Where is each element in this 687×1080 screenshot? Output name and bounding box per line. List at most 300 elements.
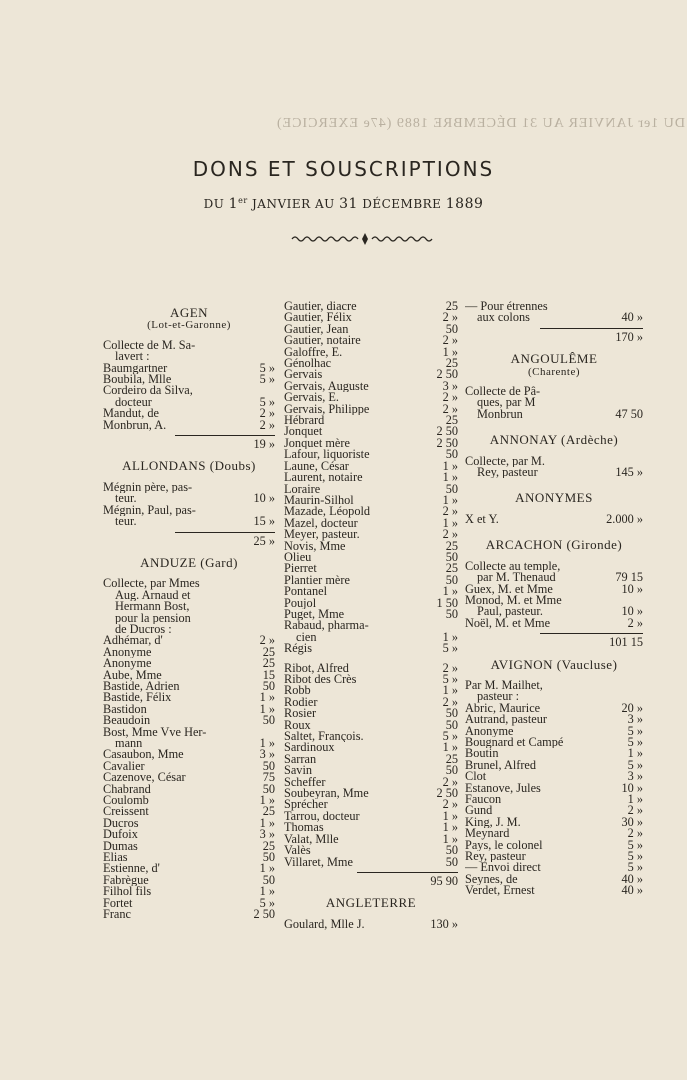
donation-row [103,886,275,897]
donor-name: Aug. Arnaud et [115,589,191,602]
donation-row [103,590,275,601]
donor-name: Scheffer [284,776,326,789]
donor-name: Pontanel [284,586,328,598]
donation-row [465,723,643,738]
date-range: DU 1er JANVIER AU 31 DÉCEMBRE 1889 [203,196,484,212]
donor-name: aux colons [477,312,530,324]
donor-name: Filhol fils [103,886,152,898]
donation-row [284,458,458,473]
donor-name: Fortet [103,897,133,910]
donation-row [284,344,458,359]
donor-name: Savin [284,765,313,777]
donation-amount: 5 » [442,729,458,744]
donation-row [103,658,275,669]
donation-amount: 1 » [627,792,643,806]
donation-amount: 1 » [259,793,275,808]
donation-row [284,378,458,393]
donor-name: Saltet, François. [284,731,364,743]
donation-row [465,301,643,312]
donation-row [284,506,458,517]
section-heading: AGEN [169,305,209,320]
donation-row [465,837,643,852]
donation-amount: 2 » [442,660,458,675]
donation-row [103,644,275,659]
donation-amount: 2 » [442,694,458,709]
donor-name: Génolhac [284,358,332,370]
donation-row [103,749,275,760]
donation-amount [247,340,275,351]
donor-name: Monbrun [477,408,523,421]
section-total: 95 90 [430,873,458,888]
donor-name: Mégnin, Paul, pas- [103,504,196,517]
donor-name: — Envoi direct [465,862,541,874]
donation-amount: 1 » [442,808,458,823]
donor-name: Sprécher [284,799,328,811]
donor-name: Villaret, Mme [284,856,353,868]
donation-amount: 3 » [259,827,275,842]
donation-row [284,854,458,869]
donation-amount: 10 » [621,604,643,619]
donation-row [103,613,275,624]
donor-name: Paul, pasteur. [477,606,543,618]
donor-name: pour la pension [115,612,191,624]
donor-name: Maurin-Silhol [284,494,354,507]
donation-row [284,563,458,574]
donation-amount: 2 » [442,504,458,519]
donor-name: Anonyme [465,725,514,737]
donation-amount: 20 » [621,700,643,715]
donation-amount [247,578,275,589]
donor-name: Brunel, Alfred [465,759,537,772]
column-2 [284,301,458,930]
donation-amount: 2 » [627,826,643,841]
donor-name: Goulard, Mlle J. [284,918,365,931]
donation-amount: 1 » [442,584,458,599]
spacer [465,478,643,486]
donor-name: Bost, Mme Vve Her- [103,726,207,738]
donor-name: Mégnin père, pas- [103,481,193,494]
donation-amount: 2 » [259,406,275,421]
section-total: 170 » [615,329,643,344]
donation-amount: 50 [445,549,458,564]
total-rule [357,872,458,873]
donation-amount: 1 » [259,701,275,716]
donor-name: Mazade, Léopold [284,506,371,518]
donation-row [284,708,458,719]
donor-name: Faucon [465,794,502,806]
donation-row [465,885,643,896]
donation-row [103,895,275,910]
donation-amount: 25 [262,656,275,671]
section-total: 19 » [253,437,275,452]
donation-row [284,822,458,833]
donation-row [103,738,275,749]
donor-name: Fabrègue [103,874,149,887]
donation-row [103,758,275,773]
donation-amount: 145 » [615,465,643,480]
donation-amount: 1 » [259,690,275,705]
section-total: 101 15 [609,635,643,650]
donation-amount: 2 » [627,803,643,818]
donation-amount: 2 » [442,797,458,812]
donation-row [465,581,643,596]
donation-amount: 2 » [259,417,275,432]
donation-amount: 50 [445,572,458,587]
donation-amount: 1 » [442,492,458,507]
donation-row [103,863,275,874]
column-3 [465,301,643,897]
donation-row [465,606,643,617]
total-rule [175,435,275,436]
donation-row [465,595,643,606]
donation-row [465,572,643,583]
donation-amount: 1 » [627,746,643,761]
donation-row [284,629,458,644]
donation-row [284,335,458,346]
donation-row [103,578,275,589]
donation-row [284,369,458,380]
spacer [103,570,275,578]
donation-row [103,482,275,493]
donation-amount: 40 » [621,871,643,886]
donation-amount: 47 50 [615,406,643,421]
donation-row [103,678,275,693]
donor-name: Tarrou, docteur [284,810,360,823]
ornament-divider-icon [290,232,440,246]
donor-name: Jonquet mère [284,437,350,450]
donation-row [465,862,643,873]
donor-name: Bougnard et Campé [465,736,564,749]
donation-amount: 10 » [621,581,643,596]
donor-name: Bastide, Félix [103,692,172,704]
donor-name: Monbrun, A. [103,419,167,432]
donation-row [284,845,458,856]
donor-name: Franc [103,909,131,921]
donation-amount [615,386,643,397]
donor-name: Lafour, liquoriste [284,449,370,461]
donation-row [103,624,275,635]
donation-row [284,717,458,732]
donation-row [284,808,458,823]
donor-name: Ribot, Alfred [284,662,349,674]
section-heading: ANONYMES [515,490,593,506]
donor-name: Loraire [284,483,321,495]
donation-row [103,806,275,817]
donation-row [284,415,458,426]
section-total: 25 » [253,533,275,548]
donation-row [284,643,458,654]
donation-amount: 2 » [259,633,275,648]
donation-amount: 25 [445,299,458,313]
donation-amount: 25 [262,838,275,853]
donation-amount: 50 [262,872,275,887]
donor-name: Seynes, de [465,873,518,886]
donation-amount: 40 » [621,310,643,325]
donation-row [465,748,643,759]
donation-amount: 2 » [442,390,458,405]
donor-name: Sarran [284,753,317,766]
donor-name: Gervais, Philippe [284,403,370,416]
donation-amount: 50 [445,717,458,732]
donation-row [284,392,458,403]
donor-name: Anonyme [103,646,152,659]
donor-name: Gautier, Félix [284,312,352,324]
donor-name: Ribot des Crès [284,674,357,686]
donation-row [284,660,458,675]
donation-amount: 3 » [259,747,275,762]
donation-amount: 50 [262,850,275,865]
donor-name: Mandut, de [103,408,160,420]
donor-name: Puget, Mme [284,608,345,621]
donation-amount: 5 » [627,849,643,864]
donation-amount: 50 [445,447,458,462]
donation-row [465,467,643,478]
donation-row [103,838,275,853]
donation-amount: 2 » [442,774,458,789]
donation-amount: 15 [262,667,275,682]
donation-row [284,765,458,776]
donation-row [103,340,275,351]
donor-name: Creissent [103,806,149,818]
donor-name: Gervais [284,369,323,381]
donation-amount: 50 [445,843,458,858]
donation-amount: 30 » [621,814,643,829]
donor-name: Novis, Mme [284,540,346,552]
donation-amount: 2 50 [436,424,458,439]
donor-name: Beaudoin [103,715,151,727]
donation-amount: 1 » [259,815,275,830]
donation-amount: 25 [445,561,458,576]
donation-row [284,586,458,597]
donation-row [103,385,275,396]
donor-name: Estanove, Jules [465,782,541,794]
donor-name: Monod, M. et Mme [465,594,562,607]
donor-name: Verdet, Ernest [465,885,535,897]
donor-name: Collecte de M. Sa- [103,339,196,352]
donor-name: Hermann Bost, [115,601,190,613]
donor-name: Rey, pasteur [477,467,538,479]
donor-name: Galoffre, E. [284,346,343,359]
donation-row [103,715,275,726]
donation-amount: 1 » [259,884,275,899]
donation-row [465,680,643,691]
donation-amount: 1 » [442,820,458,835]
donation-amount: 25 [445,538,458,553]
donation-amount: 5 » [627,723,643,738]
donation-amount: 5 » [627,837,643,852]
donation-row [465,406,643,421]
donor-name: Olieu [284,551,312,564]
donor-name: Aube, Mme [103,669,162,681]
donation-amount: 5 » [627,860,643,875]
donation-row [284,606,458,621]
donation-row [284,831,458,846]
section-heading: ANDUZE (Gard) [140,554,238,570]
donation-amount: 2.000 » [606,511,643,526]
donor-name: Cordeiro da Silva, [103,385,193,397]
donation-row [465,814,643,829]
donor-name: Boutin [465,748,499,760]
donor-name: Dufoix [103,829,138,841]
donor-name: Rodier [284,696,318,709]
donation-row [284,799,458,810]
donation-row [103,374,275,385]
section-heading: ARCACHON (Gironde) [485,537,623,553]
donation-amount [247,590,275,601]
donor-name: Anonyme [103,658,152,670]
donation-amount: 15 » [253,514,275,529]
spacer [465,553,643,561]
donation-amount: 2 50 [436,367,458,382]
donor-name: Abric, Maurice [465,702,541,715]
donation-row [284,674,458,685]
donor-name: mann [115,738,143,750]
donor-name: Pays, le colonel [465,839,543,852]
donation-amount: 5 » [259,360,275,375]
section-heading: ANGLETERRE [325,895,417,911]
donation-row [103,909,275,920]
donation-amount: 25 [262,804,275,819]
donation-amount: 50 [262,781,275,796]
donation-row [103,493,275,504]
donor-name: Rey, pasteur [465,851,526,863]
donor-name: teur. [115,493,137,505]
donation-row [103,360,275,375]
donation-row [103,852,275,863]
donor-name: Régis [284,643,313,655]
donation-amount: 1 » [442,683,458,698]
donor-name: Sardinoux [284,742,335,754]
donor-name: Soubeyran, Mme [284,788,369,800]
donation-row [284,435,458,450]
donor-name: Meyer, pasteur. [284,529,360,541]
donor-name: Gund [465,805,493,817]
donation-row [103,516,275,527]
section-heading: ALLONDANS (Doubs) [122,458,256,474]
donation-amount: 50 [445,706,458,721]
donation-amount: 1 » [442,515,458,530]
donation-amount: 5 » [627,757,643,772]
donation-amount: 2 » [442,527,458,542]
spacer [465,420,643,428]
donation-row [103,829,275,840]
total-rule [175,532,275,533]
donor-name: Poujol [284,597,317,609]
donor-name: Plantier mère [284,574,350,587]
donor-name: Bastide, Adrien [103,680,180,693]
section-heading: AVIGNON (Vaucluse) [490,656,618,672]
donation-row [103,815,275,830]
donation-row [103,692,275,703]
donation-amount: 10 » [253,491,275,506]
donation-row [284,472,458,483]
donation-row [284,492,458,507]
donation-row [284,449,458,460]
donation-row [284,312,458,323]
donor-name: teur. [115,516,137,528]
donation-row [465,734,643,749]
donation-amount: 10 » [621,780,643,795]
spacer [284,655,458,663]
donation-row [465,312,643,323]
donation-amount: 3 » [442,378,458,393]
donation-amount: 5 » [442,672,458,686]
donation-row [284,426,458,437]
donation-amount: 75 [262,770,275,785]
donor-name: Guex, M. et Mme [465,583,553,595]
donor-name: Rabaud, pharma- [284,620,369,632]
donor-name: pasteur : [477,691,520,703]
donation-row [103,667,275,682]
section-subheading: (Charente) [527,365,581,378]
donation-amount: 5 » [442,641,458,656]
donor-name: Valat, Mlle [284,833,339,846]
donation-row [103,394,275,409]
donation-amount: 2 » [442,310,458,325]
donation-row [284,538,458,553]
donation-amount: 40 » [621,883,643,898]
donor-name: Boubila, Mlle [103,374,172,386]
donor-name: Collecte, par M. [465,455,545,468]
donation-row [103,635,275,646]
donation-row [284,595,458,610]
donor-name: Collecte de Pâ- [465,386,541,398]
donor-name: Gautier, Jean [284,323,349,336]
donation-amount: 50 [262,678,275,693]
donation-row [103,795,275,806]
donor-name: Laurent, notaire [284,472,363,484]
donation-amount: 50 [262,713,275,728]
donation-row [465,851,643,862]
donor-name: Mazel, docteur [284,517,358,530]
donation-row [103,701,275,716]
donation-amount: 1 » [442,629,458,644]
spacer [465,672,643,680]
donation-row [465,386,643,397]
donor-name: Noël, M. et Mme [465,617,551,630]
donation-amount: 1 50 [436,595,458,610]
donation-row [465,771,643,782]
page-title: DONS ET SOUSCRIPTIONS [192,157,495,181]
donation-amount: 5 » [259,895,275,910]
donation-row [284,401,458,416]
donor-name: Meynard [465,828,510,840]
donation-amount: 1 » [442,458,458,473]
donor-name: Valès [284,845,311,857]
donor-name: Robb [284,685,311,697]
total-rule [540,328,643,329]
column-1 [103,301,275,921]
donation-row [465,757,643,772]
donor-name: Cavalier [103,760,145,773]
donation-amount: 2 » [442,333,458,348]
donor-name: Gautier, diacre [284,301,357,313]
donation-amount: 1 » [442,831,458,846]
donation-amount: 50 [445,763,458,778]
donation-row [284,916,458,931]
donation-row [284,731,458,742]
spacer [103,474,275,482]
donation-row [465,714,643,725]
donation-row [284,321,458,336]
donor-name: Adhémar, d' [103,635,163,647]
donation-amount: 1 » [259,861,275,876]
donor-name: docteur [115,396,152,409]
donation-amount: 50 [262,758,275,773]
section-heading: ANGOULÊME [510,351,598,367]
donor-name: Jonquet [284,426,323,438]
donation-row [103,872,275,887]
